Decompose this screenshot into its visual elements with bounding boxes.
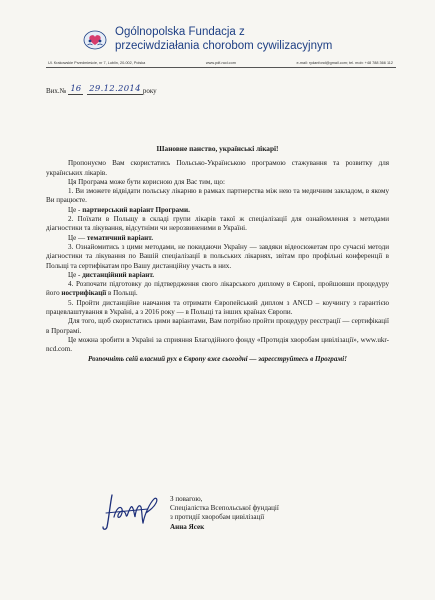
variant-name: партнерський варіант Програми. <box>82 205 190 214</box>
outgoing-prefix: Вих.№ <box>46 87 67 95</box>
outgoing-date: 29.12.2014 <box>89 84 141 94</box>
paragraph <box>46 206 389 215</box>
org-name-line2: przeciwdziałania chorobom cywilizacyjnym <box>115 40 333 52</box>
paragraph <box>46 271 389 280</box>
paragraph: Для того, щоб скористатись цими варіантами, Вам потрібно пройти процедуру реєстрації — сертифікації в Програмі. <box>46 317 389 335</box>
letter-body <box>46 144 389 364</box>
signer-name: Анна Ясек <box>170 522 205 531</box>
website: www.pdf-ncd.com <box>205 61 236 65</box>
greeting: Шановне панство, українські лікарі! <box>156 144 279 153</box>
address: Ul. Krakowskie Przedmieście, nr 7, Lublin, 20-002, Polska <box>48 61 146 65</box>
paragraph: 1. Ви зможете відвідати польську лікарню в рамках партнерства між нею та медичним закладом, в якому Ви працюєте. <box>46 187 389 205</box>
paragraph: Пропонуємо Вам скористатись Польсько-Українською програмою стажування та розвитку для українських лікарів. <box>46 159 389 177</box>
foundation-logo <box>83 30 107 50</box>
outgoing-number-value: 16 <box>70 84 82 94</box>
call-to-action: Розпочніть свій власний рух в Європу вже сьогодні — зареєструйтесь в Програмі! <box>88 354 347 363</box>
variant-prefix: Це - <box>68 205 83 214</box>
contact-strip <box>48 61 393 65</box>
handwritten-signature <box>98 489 168 534</box>
variant-name: дистанційний варіант. <box>82 270 155 279</box>
closing-block <box>170 495 279 532</box>
outgoing-suffix: року <box>142 87 157 95</box>
closing-regards: З повагою, <box>170 495 203 503</box>
variant-prefix: Це - <box>68 270 83 279</box>
outgoing-number <box>46 84 157 95</box>
org-name-line1: Ogólnopolska Fundacja z <box>115 26 245 38</box>
paragraph-text: в Польщі. <box>106 289 138 298</box>
paragraph: 2. Поїхати в Польщу в складі групи лікарів такої ж спеціалізації для ознайомлення з методами діагностики та лікування, відсутніми чи нерозвиненими в Україні. <box>46 215 389 233</box>
paragraph: 5. Пройти дистанційне навчання та отримати Європейський диплом з ANCD – коучингу з гарантією працевлаштування в Україні, а з 2016 року — в Польщі та інших країнах Європи. <box>46 298 389 317</box>
paragraph <box>46 234 389 243</box>
paragraph: Це можна зробити в Україні за сприяння Благодійного фонду «Протидія хворобам цивілізації», www.ukr-ncd.com. <box>46 335 389 354</box>
paragraph-text: 4. Розпочати підготовку до підтвердження свого лікарського диплому в Європі, пройшовши процедуру його <box>46 280 389 298</box>
emphasis: нострифікації <box>61 289 107 298</box>
contacts: e-mail: rydanfond@gmail.com; tel. mob: +48 788 366 112 <box>296 61 393 65</box>
organization-name <box>115 25 332 53</box>
header-divider <box>46 67 396 68</box>
signer-title-cont: з протидії хворобам цивілізації <box>170 513 265 522</box>
signer-title: Спеціалістка Всепольської фундації <box>170 504 279 513</box>
paragraph: Ця Програма може бути корисною для Вас тим, що: <box>68 177 225 186</box>
variant-prefix: Це — <box>68 233 87 242</box>
paragraph: 3. Ознайомитись з цими методами, не покидаючи Україну — завдяки відеосюжетам про сучасні методи діагностики та лікування по Вашій спеціалізації в польських лікарнях, звітам про профільні конференції в Польщі та сертифікатам про Вашу дистанційну участь в них. <box>46 242 389 270</box>
paragraph <box>46 280 389 299</box>
variant-name: тематичний варіант. <box>86 233 153 242</box>
